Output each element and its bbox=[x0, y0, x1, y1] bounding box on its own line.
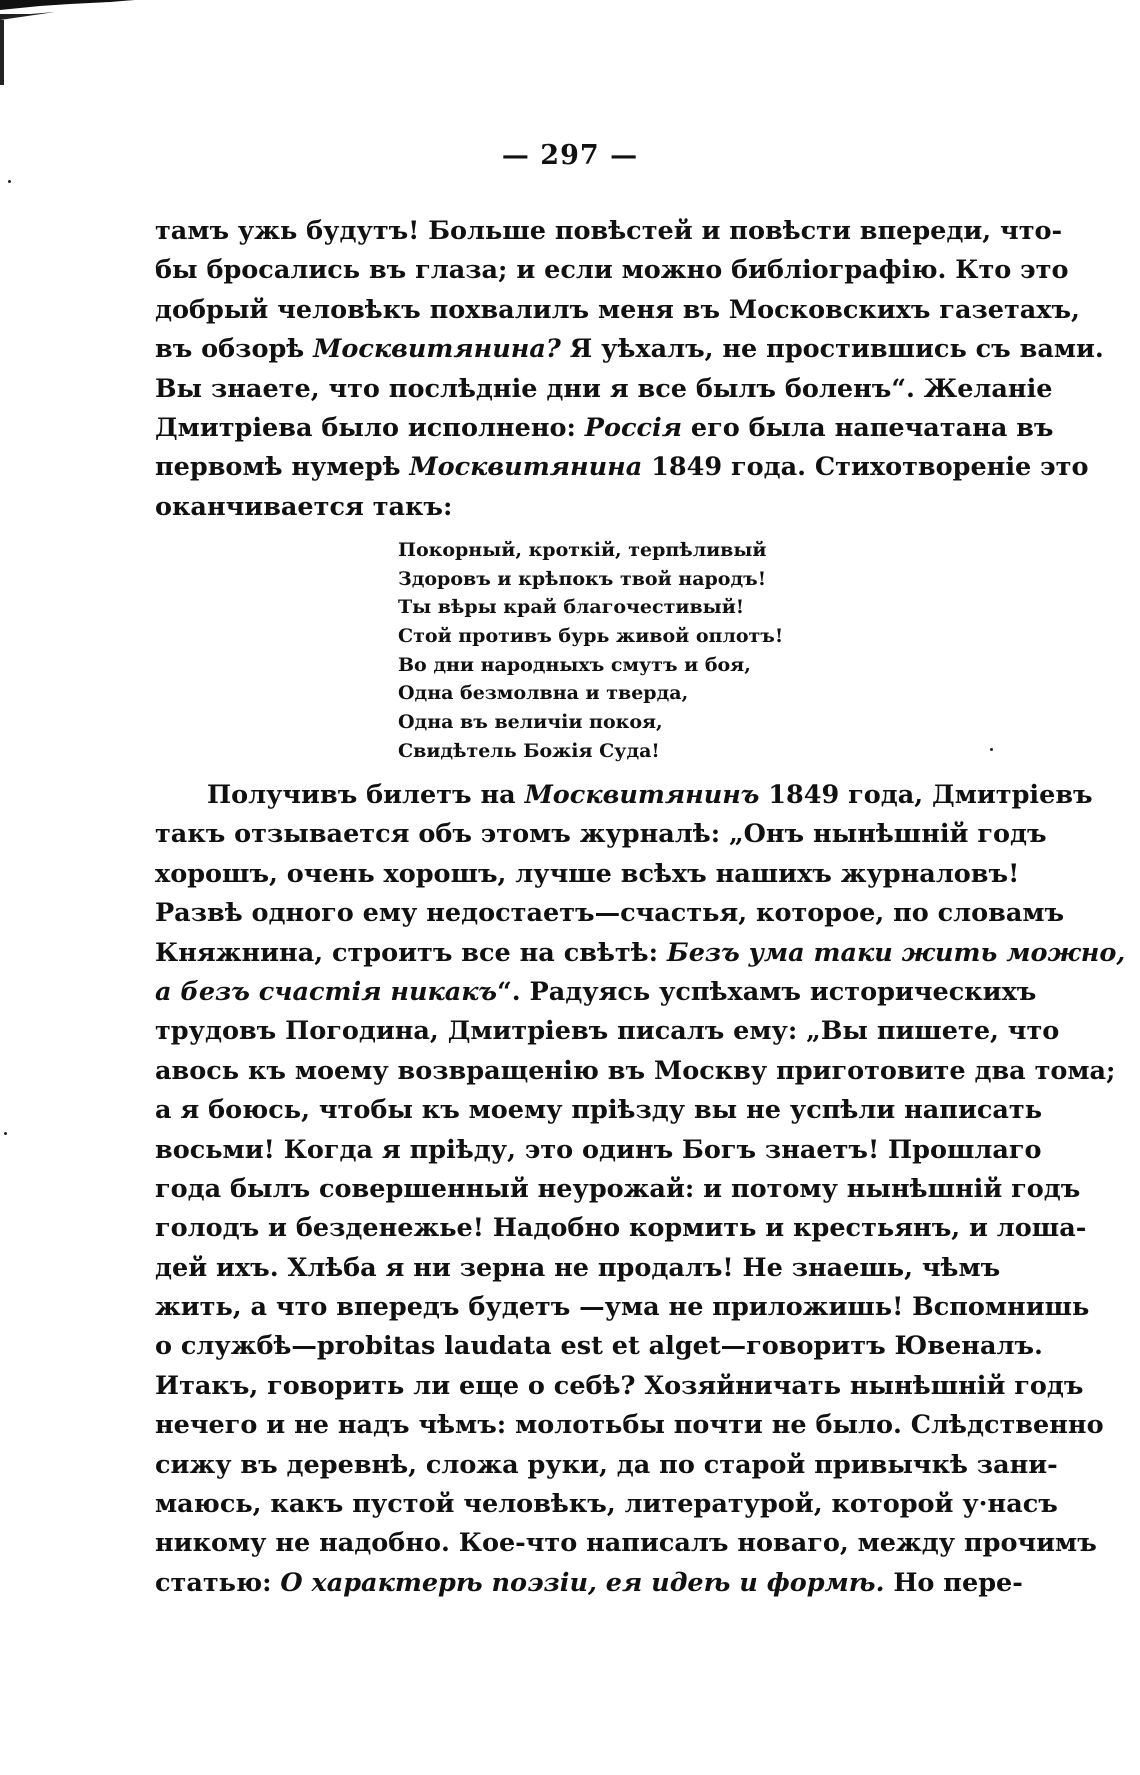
scan-edge-mark bbox=[0, 0, 160, 90]
text-line: голодъ и безденежье! Надобно кормить и крестьянъ, и лоша- bbox=[155, 1213, 1087, 1244]
scan-speck bbox=[990, 748, 993, 751]
journal-title: Москвитянина bbox=[409, 452, 643, 483]
scan-speck bbox=[4, 1132, 7, 1135]
poem-line: Стой противъ бурь живой оплотъ! bbox=[398, 625, 784, 648]
text-line: дей ихъ. Хлѣба я ни зерна не продалъ! Не знаешь, чѣмъ bbox=[155, 1252, 1001, 1283]
text-line: въ обзорѣ Москвитянина? Я уѣхалъ, не простившись съ вами. bbox=[155, 334, 1104, 365]
poem-line: Одна безмолвна и тверда, bbox=[398, 682, 689, 705]
text-line: статью: О характерѣ поэзіи, ея идеѣ и формѣ. Но пере- bbox=[155, 1567, 1023, 1598]
text-line: Итакъ, говорить ли еще о себѣ? Хозяйничать нынѣшній годъ bbox=[155, 1370, 1084, 1401]
paragraph-2 bbox=[155, 776, 1126, 1603]
text-line: Княжнина, строитъ все на свѣтѣ: Безъ ума таки жить можно, bbox=[155, 937, 1126, 968]
text-line: бы бросались въ глаза; и если можно библіографію. Кто это bbox=[155, 255, 1069, 286]
text-line: тамъ ужь будутъ! Больше повѣстей и повѣсти впереди, что- bbox=[155, 216, 1063, 246]
poem-line: Одна въ величіи покоя, bbox=[398, 711, 663, 734]
journal-title: Москвитянина? bbox=[313, 334, 561, 365]
text-line: оканчивается такъ: bbox=[155, 491, 453, 522]
text-line: а я боюсь, чтобы къ моему пріѣзду вы не успѣли написать bbox=[155, 1095, 1043, 1126]
text-line: жить, а что впередъ будетъ —ума не приложишь! Вспомнишь bbox=[155, 1292, 1090, 1323]
poem-line: Во дни народныхъ смутъ и боя, bbox=[398, 653, 751, 676]
text-line: нечего и не надъ чѣмъ: молотьбы почти не было. Слѣдственно bbox=[155, 1410, 1104, 1441]
scan-speck bbox=[8, 180, 11, 183]
quote-italic: а безъ счастія никакъ bbox=[155, 976, 498, 1007]
poem-title: Россія bbox=[584, 412, 682, 443]
poem-line: Ты вѣры край благочестивый! bbox=[398, 596, 745, 619]
article-title: О характерѣ поэзіи, ея идеѣ и формѣ. bbox=[280, 1567, 885, 1598]
text-line: года былъ совершенный неурожай: и потому нынѣшній годъ bbox=[155, 1173, 1081, 1204]
text-line: Дмитріева было исполнено: Россія его была напечатана въ bbox=[155, 412, 1054, 443]
text-line: о службѣ—probitas laudata est et alget—говоритъ Ювеналъ. bbox=[155, 1331, 1043, 1362]
poem-line: Покорный, кроткій, терпѣливый bbox=[398, 539, 767, 561]
text-line: Получивъ билетъ на Москвитянинъ 1849 года, Дмитріевъ bbox=[207, 780, 1093, 810]
poem-quote bbox=[398, 536, 818, 766]
text-line: добрый человѣкъ похвалилъ меня въ Московскихъ газетахъ, bbox=[155, 294, 1080, 325]
text-line: первомѣ нумерѣ Москвитянина 1849 года. Стихотвореніе это bbox=[155, 452, 1089, 483]
text-line: Вы знаете, что послѣдніе дни я все былъ боленъ“. Желаніе bbox=[155, 373, 1053, 404]
journal-title: Москвитянинъ bbox=[524, 780, 760, 810]
text-line: авось къ моему возвращенію въ Москву приготовите два тома; bbox=[155, 1055, 1116, 1086]
text-line: такъ отзывается объ этомъ журналѣ: „Онъ нынѣшній годъ bbox=[155, 819, 1047, 850]
page-number: — 297 — bbox=[501, 140, 639, 171]
poem-line: Свидѣтель Божія Суда! bbox=[398, 739, 660, 762]
quote-italic: Безъ ума таки жить можно, bbox=[666, 937, 1126, 968]
paragraph-1 bbox=[155, 212, 1104, 527]
text-line: восьми! Когда я пріѣду, это одинъ Богъ знаетъ! Прошлаго bbox=[155, 1134, 1042, 1165]
text-line: Развѣ одного ему недостаетъ—счастья, которое, по словамъ bbox=[155, 898, 1065, 929]
text-line: трудовъ Погодина, Дмитріевъ писалъ ему: „Вы пишете, что bbox=[155, 1016, 1060, 1047]
text-line: хорошъ, очень хорошъ, лучше всѣхъ нашихъ журналовъ! bbox=[155, 858, 1020, 889]
text-line: маюсь, какъ пустой человѣкъ, литературой, которой у·насъ bbox=[155, 1489, 1058, 1520]
text-line: сижу въ деревнѣ, сложа руки, да по старой привычкѣ зани- bbox=[155, 1449, 1058, 1480]
text-line: а безъ счастія никакъ“. Радуясь успѣхамъ историческихъ bbox=[155, 976, 1037, 1007]
poem-line: Здоровъ и крѣпокъ твой народъ! bbox=[398, 567, 767, 590]
text-line: никому не надобно. Кое-что написалъ новаго, между прочимъ bbox=[155, 1528, 1097, 1559]
